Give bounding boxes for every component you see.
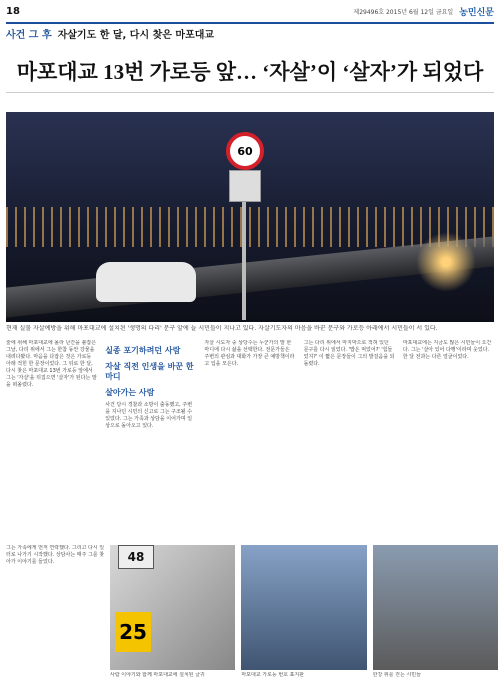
speed-limit-sign: 60 (226, 132, 264, 170)
caption: 사람 이야기와 함께 마포대교에 설치된 글귀 (110, 672, 205, 678)
newspaper-logo: 농민신문 (459, 7, 494, 18)
lower-left-text: 그는 가족에게 먼저 연락했다. 그리고 다시 일터로 나가기 시작했다. 상담사는 매주 그를 찾아가 이야기를 들었다. (6, 545, 105, 565)
issue-info: 제29496호 2015년 6월 12일 금요일 (353, 8, 454, 16)
section-title: 자살기도 한 달, 다시 찾은 마포대교 (57, 29, 215, 41)
lamp-number-25: 25 (115, 612, 151, 652)
bottom-captions (110, 672, 498, 688)
paragraph: 술에 취해 마포대교에 올라 난간을 붙잡은 그날, 다리 위에서 그는 한참 동안 강물을 내려다봤다. 마음을 다잡은 것은 가로등 아래 적힌 한 문장이었다. 그 뒤로 한 달, 다시 찾은 마포대교 13번 가로등 앞에서 그는 '자살'을 뒤집으면 '살자'가 된다는 말을 떠올렸다. (6, 340, 97, 388)
headline: 마포대교 13번 가로등 앞… ‘자살’이 ‘살자’가 되었다 (6, 52, 494, 93)
street-lamp-glow (416, 232, 476, 292)
main-photo-caption: 현재 실물 자살예방을 위해 마포대교에 설치된 '생명의 다리' 문구 앞에 늘 시민들이 지나고 있다. 자살기도자의 마음을 바꾼 문구와 가로등 아래에서 시민들이 서 있다. (6, 325, 438, 332)
lamp-number-48: 48 (118, 545, 154, 569)
paragraph: 자살 시도자 중 상당수는 누군가의 말 한마디에 다시 삶을 선택한다. 전문가들은 주변의 관심과 대화가 가장 큰 예방책이라고 입을 모은다. (204, 340, 295, 367)
bottom-photos (110, 545, 498, 670)
photo-pedestrians (373, 545, 498, 670)
pull-quote: 살아가는 사람 (105, 388, 155, 397)
main-photo (6, 112, 494, 322)
section-header (6, 22, 494, 42)
pull-quote: 자살 직전 인생을 바꾼 한마디 (105, 362, 194, 381)
pull-quote: 실종 포기하려던 사람 (105, 346, 181, 355)
photo-bridge-sign (241, 545, 366, 670)
caption: 한강 위를 걷는 시민들 (372, 672, 421, 678)
paragraph: 그는 다리 위에서 마지막으로 적혀 있던 문구를 다시 읽었다. '밥은 먹었어?' '힘들었지?' 이 짧은 문장들이 그의 발걸음을 되돌렸다. (303, 340, 395, 367)
section-label: 사건 그 후 (6, 29, 52, 41)
car-image (96, 262, 196, 302)
speed-camera-sign (229, 170, 261, 202)
paragraph: 마포대교에는 지금도 많은 시민들이 오간다. 그는 '살아 있어 다행'이라며 웃었다. 한 달 전과는 다른 얼굴이었다. (402, 340, 492, 360)
paragraph: 사건 당시 경찰과 소방이 출동했고, 주변을 지나던 시민의 신고로 그는 구조될 수 있었다. 그는 가족과 상담을 이어가며 일상으로 돌아오고 있다. (105, 402, 193, 429)
page-number: 18 (6, 5, 20, 17)
top-bar (6, 4, 494, 18)
caption: 마포대교 가로등 번호 표지판 (241, 672, 305, 678)
